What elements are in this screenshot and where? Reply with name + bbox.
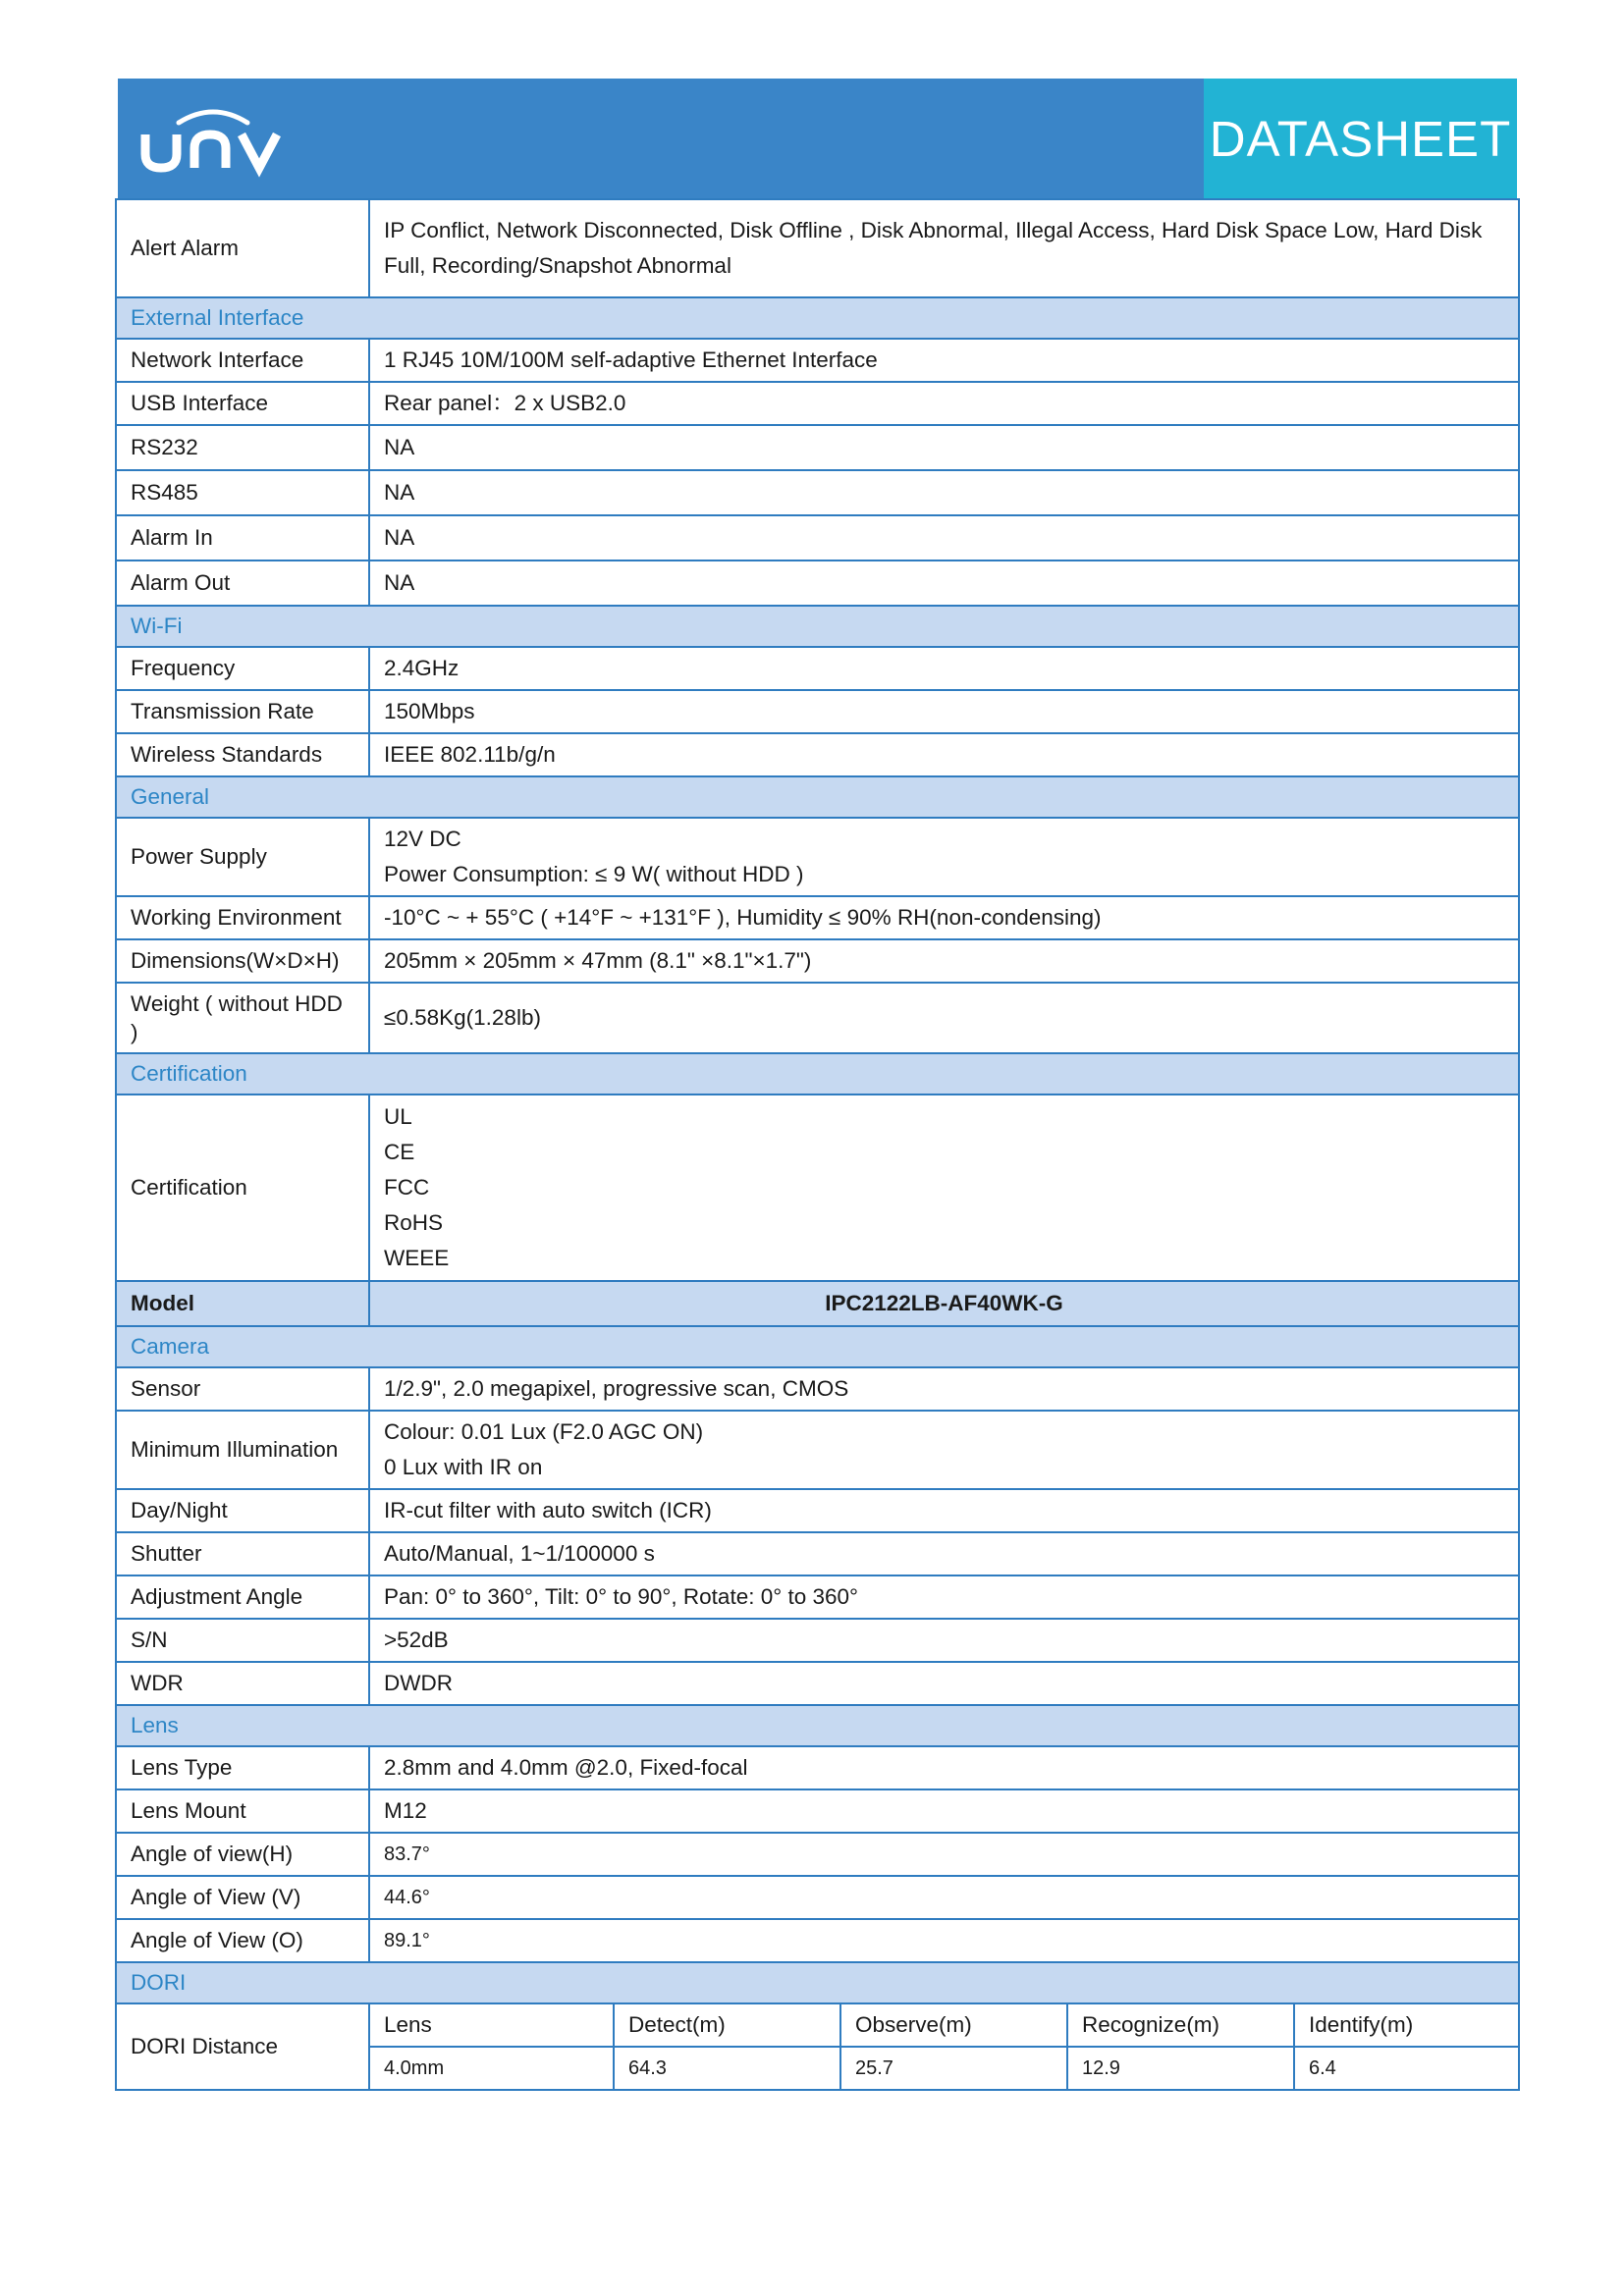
illum-line-2: 0 Lux with IR on <box>384 1455 543 1479</box>
row-label: Power Supply <box>116 818 369 896</box>
row-label: Dimensions(W×D×H) <box>116 939 369 983</box>
page-header <box>118 79 1517 198</box>
table-row <box>116 515 1519 561</box>
cert-item: UL <box>384 1104 412 1129</box>
model-row <box>116 1281 1519 1326</box>
spec-table <box>115 198 1520 2091</box>
row-value: DWDR <box>369 1662 1519 1705</box>
section-header <box>116 776 1519 818</box>
dori-header: Lens <box>384 2012 432 2038</box>
row-label: Lens Mount <box>116 1789 369 1833</box>
row-label: Day/Night <box>116 1489 369 1532</box>
row-label: Alarm Out <box>116 561 369 606</box>
row-label: Alert Alarm <box>116 199 369 297</box>
row-value: IR-cut filter with auto switch (ICR) <box>369 1489 1519 1532</box>
row-value: 89.1° <box>369 1919 1519 1962</box>
row-value: NA <box>369 515 1519 561</box>
row-label: Minimum Illumination <box>116 1411 369 1489</box>
row-value: Pan: 0° to 360°, Tilt: 0° to 90°, Rotate: 0° to 360° <box>369 1575 1519 1619</box>
dori-header: Observe(m) <box>840 2004 1067 2047</box>
row-label: WDR <box>116 1662 369 1705</box>
row-label: Adjustment Angle <box>116 1575 369 1619</box>
row-label: Angle of View (V) <box>116 1876 369 1919</box>
row-value: 2.4GHz <box>369 647 1519 690</box>
illum-line-1: Colour: 0.01 Lux (F2.0 AGC ON) <box>384 1419 704 1444</box>
row-value: NA <box>369 561 1519 606</box>
table-row <box>116 339 1519 382</box>
table-row <box>116 1532 1519 1575</box>
section-title: External Interface <box>116 297 1519 339</box>
dori-table <box>370 2004 1518 2089</box>
table-row <box>116 983 1519 1053</box>
row-value: >52dB <box>369 1619 1519 1662</box>
row-value: NA <box>369 470 1519 515</box>
dori-value: 64.3 <box>614 2047 840 2089</box>
dori-header: Identify(m) <box>1294 2004 1518 2047</box>
table-row <box>116 896 1519 939</box>
section-header <box>116 297 1519 339</box>
table-row <box>116 1411 1519 1489</box>
row-label: Weight ( without HDD ) <box>116 983 369 1053</box>
row-value: 205mm × 205mm × 47mm (8.1" ×8.1"×1.7") <box>369 939 1519 983</box>
row-value: 44.6° <box>369 1876 1519 1919</box>
row-label: Network Interface <box>116 339 369 382</box>
section-header <box>116 1326 1519 1367</box>
dori-header: Detect(m) <box>614 2004 840 2047</box>
table-row <box>116 1833 1519 1876</box>
table-row <box>116 1489 1519 1532</box>
row-label: Lens Type <box>116 1746 369 1789</box>
row-label: S/N <box>116 1619 369 1662</box>
dori-value: 4.0mm <box>370 2047 614 2089</box>
row-value: 2.8mm and 4.0mm @2.0, Fixed-focal <box>369 1746 1519 1789</box>
row-value: 150Mbps <box>369 690 1519 733</box>
section-header <box>116 1705 1519 1746</box>
dori-value-row <box>370 2047 1518 2089</box>
alert-line-1: IP Conflict, Network Disconnected, Disk Offline , Disk Abnormal, Illegal Access, Hard Disk Space Low, Hard Disk <box>384 218 1483 242</box>
datasheet-title: DATASHEET <box>1204 79 1517 198</box>
table-row <box>116 1876 1519 1919</box>
unv-logo <box>118 79 1204 198</box>
section-header <box>116 1053 1519 1095</box>
row-value: 1 RJ45 10M/100M self-adaptive Ethernet Interface <box>369 339 1519 382</box>
section-title: DORI <box>116 1962 1519 2003</box>
table-row <box>116 1095 1519 1281</box>
table-row <box>116 1789 1519 1833</box>
row-value: ≤0.58Kg(1.28lb) <box>369 983 1519 1053</box>
cert-item: FCC <box>384 1175 430 1200</box>
row-value: 1/2.9", 2.0 megapixel, progressive scan, CMOS <box>369 1367 1519 1411</box>
row-label: Sensor <box>116 1367 369 1411</box>
dori-header-row <box>370 2004 1518 2047</box>
table-row <box>116 1575 1519 1619</box>
row-value <box>369 818 1519 896</box>
row-value <box>369 1095 1519 1281</box>
table-row <box>116 1619 1519 1662</box>
row-value: -10°C ~ + 55°C ( +14°F ~ +131°F ), Humidity ≤ 90% RH(non-condensing) <box>369 896 1519 939</box>
table-row <box>116 382 1519 425</box>
table-row <box>116 647 1519 690</box>
row-label: Transmission Rate <box>116 690 369 733</box>
table-row <box>116 199 1519 297</box>
dori-header: Recognize(m) <box>1067 2004 1294 2047</box>
section-title: Lens <box>116 1705 1519 1746</box>
row-label: RS485 <box>116 470 369 515</box>
table-row <box>116 733 1519 776</box>
row-value <box>369 199 1519 297</box>
row-label: Angle of view(H) <box>116 1833 369 1876</box>
section-title: Certification <box>116 1053 1519 1095</box>
row-label: Certification <box>116 1095 369 1281</box>
section-title: General <box>116 776 1519 818</box>
dori-value: 6.4 <box>1294 2047 1518 2089</box>
cert-item: RoHS <box>384 1210 444 1235</box>
table-row <box>116 939 1519 983</box>
row-value: IEEE 802.11b/g/n <box>369 733 1519 776</box>
power-line-2: Power Consumption: ≤ 9 W( without HDD ) <box>384 862 804 886</box>
row-value: 83.7° <box>369 1833 1519 1876</box>
row-label: Shutter <box>116 1532 369 1575</box>
row-label: Working Environment <box>116 896 369 939</box>
table-row <box>116 1367 1519 1411</box>
dori-cell <box>369 2003 1519 2090</box>
row-label: DORI Distance <box>116 2003 369 2090</box>
row-value: Auto/Manual, 1~1/100000 s <box>369 1532 1519 1575</box>
table-row <box>116 2003 1519 2090</box>
table-row <box>116 1746 1519 1789</box>
row-value: Rear panel：2 x USB2.0 <box>369 382 1519 425</box>
table-row <box>116 561 1519 606</box>
row-value: NA <box>369 425 1519 470</box>
model-value: IPC2122LB-AF40WK-G <box>369 1281 1519 1326</box>
table-row <box>116 818 1519 896</box>
row-label: Alarm In <box>116 515 369 561</box>
section-title: Camera <box>116 1326 1519 1367</box>
row-label: Angle of View (O) <box>116 1919 369 1962</box>
dori-value: 25.7 <box>840 2047 1067 2089</box>
alert-line-2: Full, Recording/Snapshot Abnormal <box>384 253 731 278</box>
section-title: Wi-Fi <box>116 606 1519 647</box>
model-label: Model <box>116 1281 369 1326</box>
cert-item: WEEE <box>384 1246 450 1270</box>
row-value: M12 <box>369 1789 1519 1833</box>
table-row <box>116 690 1519 733</box>
table-row <box>116 470 1519 515</box>
cert-item: CE <box>384 1140 415 1164</box>
unv-logo-icon <box>139 99 287 178</box>
row-label: Wireless Standards <box>116 733 369 776</box>
row-value <box>369 1411 1519 1489</box>
table-row <box>116 1919 1519 1962</box>
row-label: Frequency <box>116 647 369 690</box>
table-row <box>116 1662 1519 1705</box>
dori-value: 12.9 <box>1067 2047 1294 2089</box>
row-label: USB Interface <box>116 382 369 425</box>
section-header <box>116 606 1519 647</box>
row-label: RS232 <box>116 425 369 470</box>
power-line-1: 12V DC <box>384 827 461 851</box>
table-row <box>116 425 1519 470</box>
section-header <box>116 1962 1519 2003</box>
